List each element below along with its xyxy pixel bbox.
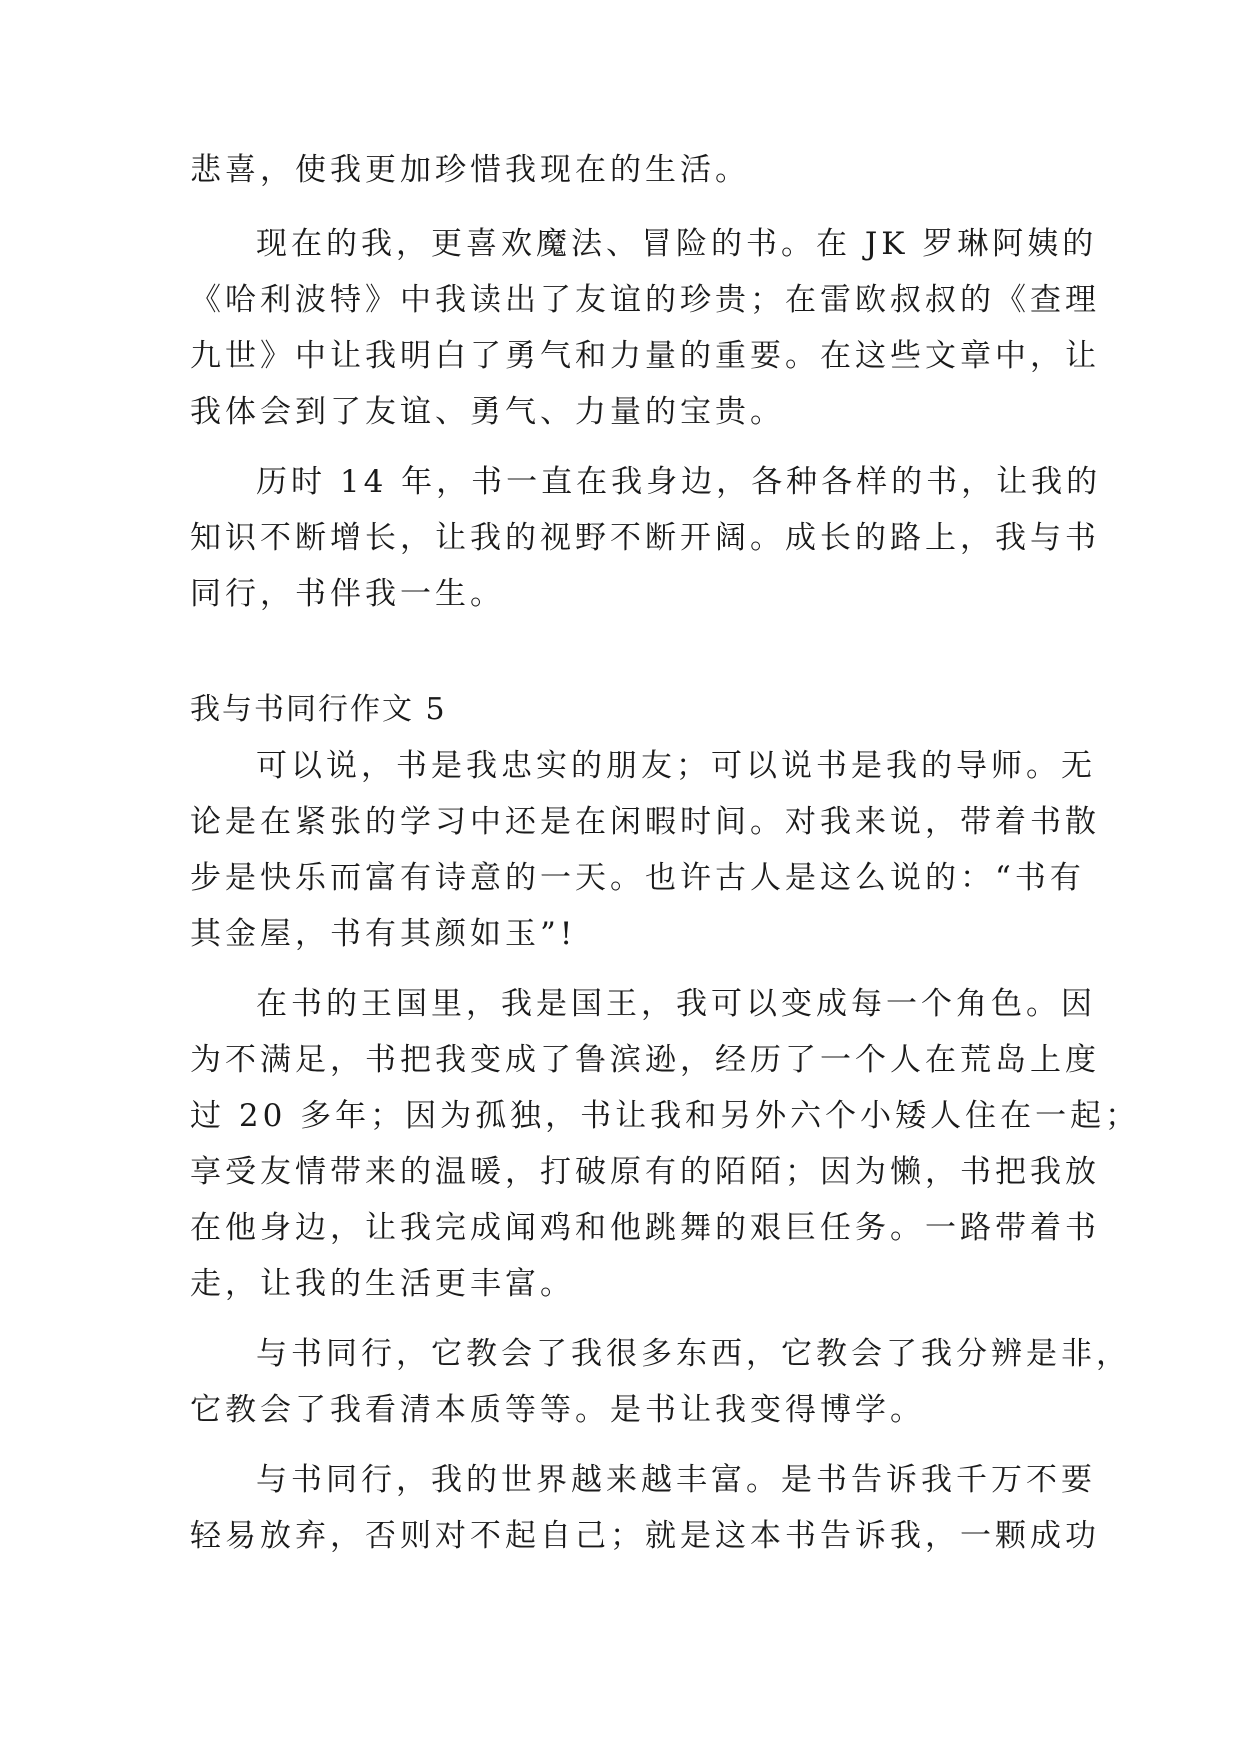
text-line: 过 20 多年；因为孤独，书让我和另外六个小矮人住在一起； xyxy=(190,1098,1141,1134)
section-title: 我与书同行作文 5 xyxy=(190,692,447,727)
text-line: 它教会了我看清本质等等。是书让我变得博学。 xyxy=(190,1392,925,1428)
text-line: 享受友情带来的温暖，打破原有的陌陌；因为懒，书把我放 xyxy=(190,1154,1100,1190)
text-line: 其金屋，书有其颜如玉”! xyxy=(190,916,577,952)
text-line: 在他身边，让我完成闻鸡和他跳舞的艰巨任务。一路带着书 xyxy=(190,1210,1100,1246)
text-line: 同行，书伴我一生。 xyxy=(190,576,505,612)
text-line: 走，让我的生活更丰富。 xyxy=(190,1266,575,1302)
text-line: 九世》中让我明白了勇气和力量的重要。在这些文章中，让 xyxy=(190,338,1100,374)
text-line: 步是快乐而富有诗意的一天。也许古人是这么说的：“书有 xyxy=(190,860,1085,896)
text-line: 轻易放弃，否则对不起自己；就是这本书告诉我，一颗成功 xyxy=(190,1518,1100,1554)
paragraph-start-line: 可以说，书是我忠实的朋友；可以说书是我的导师。无 xyxy=(256,748,1096,784)
text-line: 为不满足，书把我变成了鲁滨逊，经历了一个人在荒岛上度 xyxy=(190,1042,1100,1078)
paragraph-start-line: 与书同行，我的世界越来越丰富。是书告诉我千万不要 xyxy=(256,1462,1096,1498)
text-line: 我体会到了友谊、勇气、力量的宝贵。 xyxy=(190,394,785,430)
paragraph-start-line: 与书同行，它教会了我很多东西，它教会了我分辨是非， xyxy=(256,1336,1131,1372)
paragraph-start-line: 现在的我，更喜欢魔法、冒险的书。在 JK 罗琳阿姨的 xyxy=(256,226,1098,262)
paragraph-start-line: 在书的王国里，我是国王，我可以变成每一个角色。因 xyxy=(256,986,1096,1022)
text-line: 《哈利波特》中我读出了友谊的珍贵；在雷欧叔叔的《查理 xyxy=(190,282,1100,318)
text-line: 悲喜，使我更加珍惜我现在的生活。 xyxy=(190,152,750,188)
text-line: 知识不断增长，让我的视野不断开阔。成长的路上，我与书 xyxy=(190,520,1100,556)
paragraph-start-line: 历时 14 年，书一直在我身边，各种各样的书，让我的 xyxy=(256,464,1102,500)
text-line: 论是在紧张的学习中还是在闲暇时间。对我来说，带着书散 xyxy=(190,804,1100,840)
